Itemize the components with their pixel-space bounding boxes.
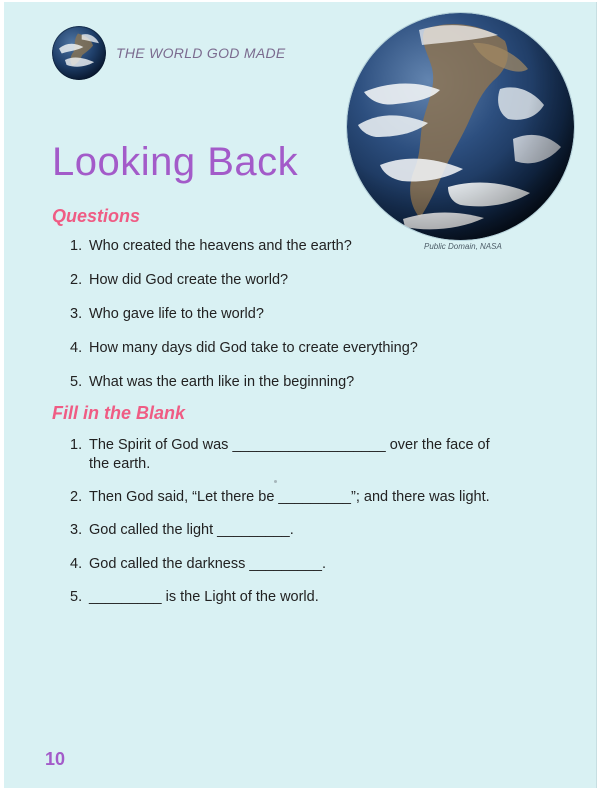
page-number: 10 bbox=[45, 749, 66, 769]
series-header bbox=[52, 26, 286, 80]
fill-blank-text: The Spirit of God was ___________________ over the face of bbox=[89, 437, 490, 453]
question-text: How many days did God take to create everything? bbox=[89, 340, 418, 356]
question-item-3 bbox=[70, 305, 560, 324]
fill-blank-item-3 bbox=[70, 521, 560, 540]
question-item-4 bbox=[70, 339, 560, 358]
fill-blank-text: _________ is the Light of the world. bbox=[89, 589, 319, 605]
question-text: Who gave life to the world? bbox=[89, 306, 264, 322]
fill-blank-item-5 bbox=[70, 588, 560, 607]
image-credit: Public Domain, NASA bbox=[424, 242, 502, 251]
fill-blank-number: 3. bbox=[70, 522, 83, 538]
fill-blank-item-2 bbox=[70, 488, 560, 507]
fill-blank-number: 4. bbox=[70, 556, 83, 572]
fill-in-blank-heading: Fill in the Blank bbox=[52, 403, 186, 423]
question-number: 2. bbox=[70, 272, 83, 288]
questions-heading: Questions bbox=[52, 206, 141, 226]
fill-blank-text: God called the light _________. bbox=[89, 522, 294, 538]
fill-blank-number: 2. bbox=[70, 489, 83, 505]
fill-blank-text: Then God said, “Let there be _________”; and there was light. bbox=[89, 489, 490, 505]
earth-thumbnail-image bbox=[52, 26, 106, 80]
question-number: 4. bbox=[70, 340, 83, 356]
question-text: How did God create the world? bbox=[89, 272, 289, 288]
print-speck bbox=[274, 480, 277, 483]
question-item-5 bbox=[70, 373, 560, 392]
question-item-2 bbox=[70, 271, 560, 290]
earth-globe-graphic bbox=[347, 13, 574, 240]
earth-photo bbox=[347, 13, 574, 240]
fill-blank-text: God called the darkness _________. bbox=[89, 556, 327, 572]
earth-thumbnail-graphic bbox=[52, 26, 106, 80]
question-number: 3. bbox=[70, 306, 83, 322]
series-title: THE WORLD GOD MADE bbox=[116, 45, 286, 61]
question-number: 5. bbox=[70, 374, 83, 390]
question-number: 1. bbox=[70, 238, 83, 254]
fill-blank-number: 1. bbox=[70, 437, 83, 453]
workbook-page bbox=[4, 2, 597, 788]
page-title: Looking Back bbox=[52, 140, 299, 184]
question-item-1 bbox=[70, 237, 560, 256]
fill-blank-continuation: the earth. bbox=[89, 456, 151, 472]
fill-blank-item-1 bbox=[70, 436, 560, 474]
question-text: Who created the heavens and the earth? bbox=[89, 238, 352, 254]
question-text: What was the earth like in the beginning? bbox=[89, 374, 355, 390]
fill-blank-number: 5. bbox=[70, 589, 83, 605]
fill-blank-item-4 bbox=[70, 555, 560, 574]
